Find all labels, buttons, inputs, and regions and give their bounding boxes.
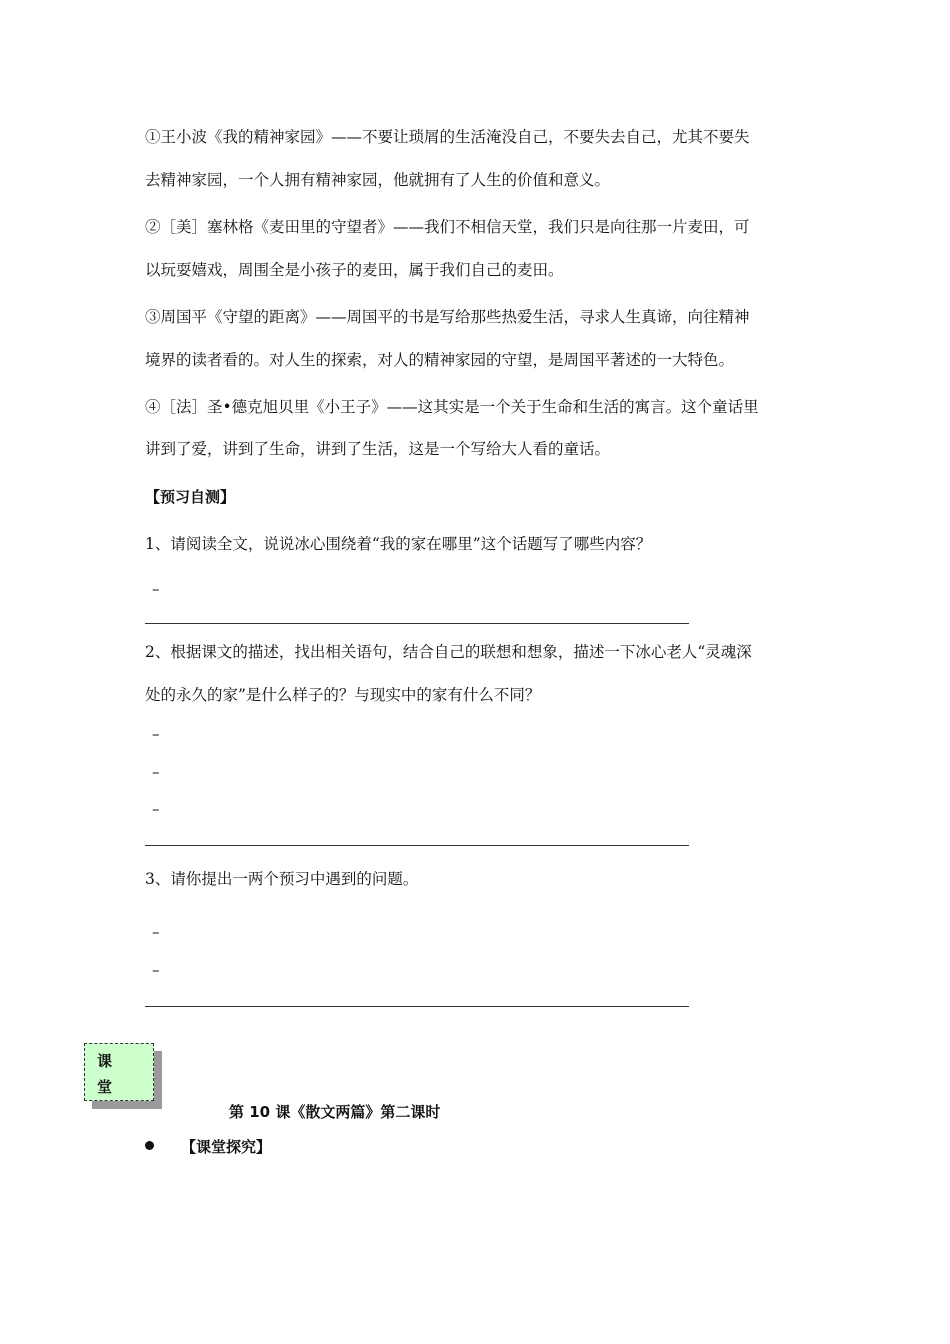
answer-dash: – [152,961,160,979]
answer-dash: – [152,800,160,818]
answer-dash: – [152,580,160,598]
self-test-heading: 【预习自测】 [145,488,236,506]
stamp-char-1: 课 [97,1052,113,1070]
lesson-title: 第 10 课《散文两篇》第二课时 [229,1103,441,1121]
section-heading: 【课堂探究】 [181,1138,272,1156]
question-2-line-1: 2、根据课文的描述，找出相关语句，结合自己的联想和想象，描述一下冰心老人“灵魂深 [145,643,752,661]
reading-4-line-1: ④［法］圣•德克旭贝里《小王子》——这其实是一个关于生命和生活的寓言。这个童话里 [145,398,759,416]
answer-dash: – [152,923,160,941]
reading-2-line-1: ②［美］塞林格《麦田里的守望者》——我们不相信天堂，我们只是向往那一片麦田，可 [145,218,750,236]
question-3: 3、请你提出一两个预习中遇到的问题。 [145,870,419,888]
bullet-icon [145,1141,154,1150]
reading-3-line-1: ③周国平《守望的距离》——周国平的书是写给那些热爱生活，寻求人生真谛，向往精神 [145,308,750,326]
question-1: 1、请阅读全文，说说冰心围绕着“我的家在哪里”这个话题写了哪些内容？ [145,535,652,553]
reading-1-line-2: 去精神家园，一个人拥有精神家园，他就拥有了人生的价值和意义。 [145,171,611,189]
stamp-char-2: 堂 [97,1078,113,1096]
classroom-stamp [84,1043,154,1101]
reading-2-line-2: 以玩耍嬉戏，周围全是小孩子的麦田，属于我们自己的麦田。 [145,261,564,279]
reading-3-line-2: 境界的读者看的。对人生的探索，对人的精神家园的守望，是周国平著述的一大特色。 [145,351,735,369]
answer-line[interactable] [145,845,689,846]
answer-line[interactable] [145,623,689,624]
question-2-line-2: 处的永久的家”是什么样子的？与现实中的家有什么不同？ [145,686,541,704]
reading-1-line-1: ①王小波《我的精神家园》——不要让琐屑的生活淹没自己，不要失去自己，尤其不要失 [145,128,750,146]
reading-4-line-2: 讲到了爱，讲到了生命，讲到了生活，这是一个写给大人看的童话。 [145,440,611,458]
answer-dash: – [152,725,160,743]
answer-line[interactable] [145,1006,689,1007]
answer-dash: – [152,763,160,781]
